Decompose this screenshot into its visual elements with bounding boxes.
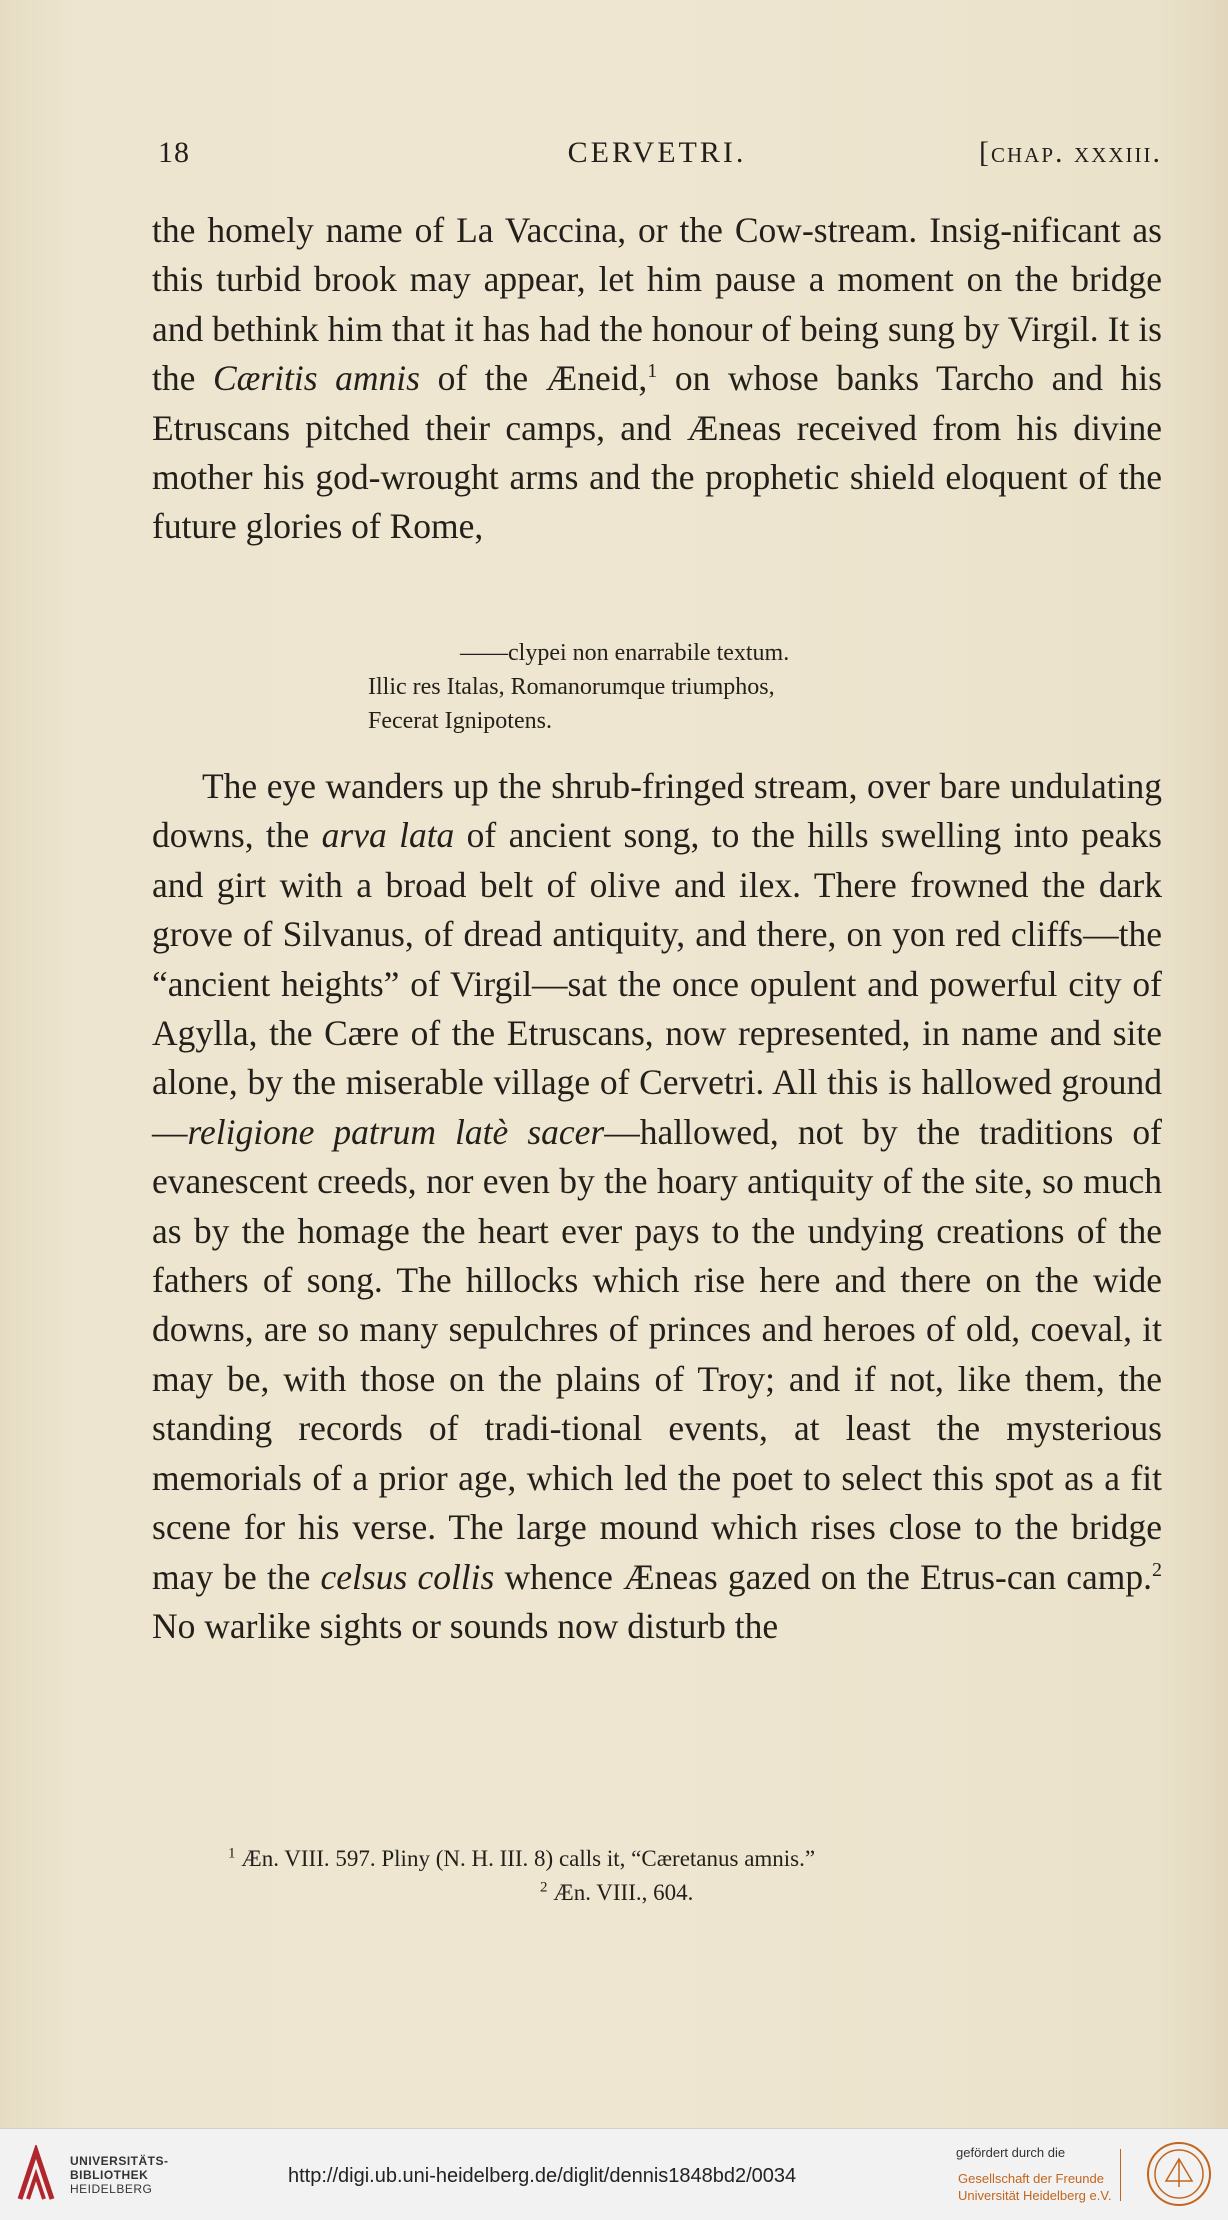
- italic-phrase: celsus collis: [320, 1556, 495, 1597]
- paragraph-1: [152, 206, 1162, 552]
- verse-quotation: [368, 636, 968, 738]
- italic-phrase: Cæritis amnis: [212, 358, 420, 399]
- footnote-reference: 2: [1152, 1558, 1163, 1581]
- body-text: [152, 206, 1162, 552]
- library-name-line: HEIDELBERG: [70, 2182, 153, 2196]
- text-run: whence Æneas gazed on the Etrus-can camp.: [494, 1556, 1153, 1597]
- sponsor-name-line: Gesellschaft der Freunde: [958, 2171, 1104, 2186]
- university-seal-icon: [1146, 2141, 1212, 2207]
- body-text-continued: [152, 762, 1162, 1651]
- text-run: the homely name of La Vaccina, or the Cow-stream. Insig-nificant as this turbid brook may appear, let him pause a moment on the bridge and bethink him that it has had the honour of being sung by Virgil. It is the: [152, 210, 1162, 399]
- footnote-text: Æn. VIII. 597. Pliny (N. H. III. 8) calls it, “Cæretanus amnis.”: [235, 1846, 816, 1871]
- running-title: CERVETRI.: [567, 136, 747, 169]
- text-run: on whose banks Tarcho and his Etruscans pitched their camps, and Æneas received from his divine mother his god-wrought arms and the prophetic shield eloquent of the future glories of Rome,: [152, 358, 1162, 547]
- text-run: —hallowed, not by the traditions of evanescent creeds, nor even by the hoary antiquity of the site, so much as by the homage the heart ever pays to the undying creations of the fathers of song. The hillocks which rise here and there on the wide downs, are so many sepulchres of princes and heroes of old, coeval, it may be, with those on the plains of Troy; and if not, like them, the standing records of tradi-tional events, at least the mysterious memorials of a prior age, which led the poet to select this spot as a fit scene for his verse. The large mound which rises close to the bridge may be the: [152, 1111, 1162, 1597]
- library-name-line: UNIVERSITÄTS-: [70, 2154, 169, 2168]
- page-number: 18: [158, 136, 190, 169]
- footer-divider: [1120, 2149, 1121, 2201]
- verse-line: Illic res Italas, Romanorumque triumphos,: [368, 674, 775, 700]
- footer-bar: [0, 2128, 1228, 2220]
- sponsor-name-line: Universität Heidelberg e.V.: [958, 2188, 1112, 2203]
- footnote-mark: 2: [540, 1879, 548, 1896]
- footnote-reference: 1: [647, 360, 658, 383]
- library-logo-icon: [14, 2145, 58, 2205]
- text-run: The eye wanders up the shrub-fringed stream, over bare undulating downs, the: [152, 766, 1162, 856]
- text-run: of the Æneid,: [419, 358, 648, 399]
- italic-phrase: arva lata: [321, 815, 455, 856]
- sponsor-name: [958, 2170, 1111, 2204]
- footnotes: [228, 1842, 1128, 1910]
- chapter-label: [chap. xxxiii.: [979, 136, 1162, 169]
- sponsor-label: gefördert durch die: [956, 2145, 1066, 2160]
- library-name-line: BIBLIOTHEK: [70, 2168, 149, 2182]
- verse-line: ——clypei non enarrabile textum.: [460, 640, 790, 666]
- library-name: [70, 2154, 169, 2196]
- footnote-2: [228, 1876, 1128, 1910]
- text-run: No warlike sights or sounds now disturb the: [152, 1605, 779, 1646]
- footnote-mark: 1: [228, 1845, 236, 1862]
- verse-line: Fecerat Ignipotens.: [368, 708, 552, 734]
- running-header: [152, 136, 1162, 176]
- footnote-1: [228, 1842, 1128, 1876]
- paragraph-2: [152, 762, 1162, 1651]
- footnote-text: Æn. VIII., 604.: [547, 1880, 694, 1905]
- text-run: of ancient song, to the hills swelling into peaks and girt with a broad belt of olive and ilex. There frowned the dark grove of Silvanus, of dread antiquity, and there, on yon red cliffs—the “ancient heights” of Virgil—sat the once opulent and powerful city of Agylla, the Cære of the Etruscans, now represented, in name and site alone, by the miserable village of Cervetri. All this is hallowed ground—: [152, 815, 1162, 1152]
- permalink-url[interactable]: http://digi.ub.uni-heidelberg.de/diglit/dennis1848bd2/0034: [288, 2165, 797, 2187]
- italic-phrase: religione patrum latè sacer: [187, 1111, 605, 1152]
